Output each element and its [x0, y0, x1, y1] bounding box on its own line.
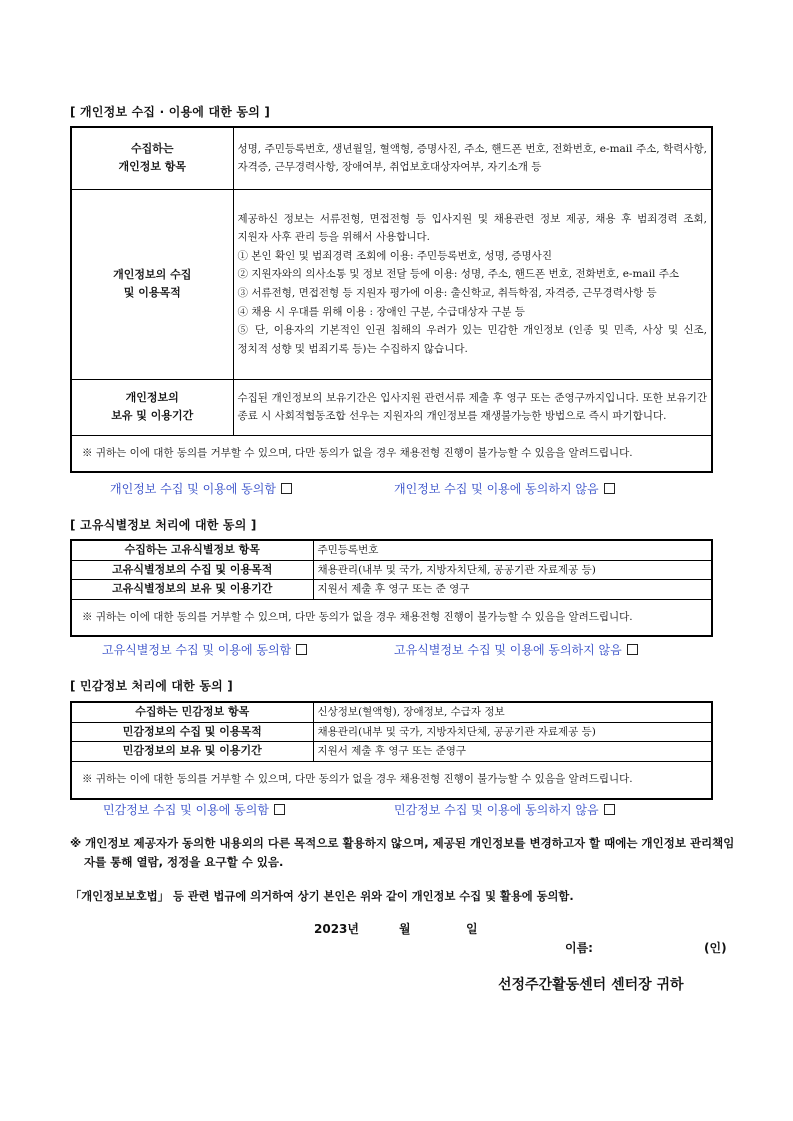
unique-id-purpose-value: 채용관리(내부 및 국가, 지방자치단체, 공공기관 자료제공 등)	[313, 560, 712, 580]
sensitive-items-label: 수집하는 민감정보 항목	[71, 702, 313, 722]
section3-disagree-option[interactable]: 민감정보 수집 및 이용에 동의하지 않음	[394, 801, 615, 818]
purpose-label: 개인정보의 수집 및 이용목적	[71, 189, 233, 379]
disagree-checkbox[interactable]	[604, 804, 615, 815]
section1-agree-option[interactable]: 개인정보 수집 및 이용에 동의함	[110, 480, 292, 497]
section2-disagree-option[interactable]: 고유식별정보 수집 및 이용에 동의하지 않음	[394, 641, 638, 658]
sensitive-retention-value: 지원서 제출 후 영구 또는 준영구	[313, 742, 712, 762]
unique-id-retention-label: 고유식별정보의 보유 및 이용기간	[71, 580, 313, 600]
law-statement: 「개인정보보호법」 등 관련 법규에 의거하여 상기 본인은 위와 같이 개인정보 수집 및 활용에 동의함.	[70, 890, 574, 903]
sensitive-purpose-label: 민감정보의 수집 및 이용목적	[71, 722, 313, 742]
retention-value: 수집된 개인정보의 보유기간은 입사지원 관련서류 제출 후 영구 또는 준영구까지입니다. 또한 보유기간 종료 시 사회적협동조합 선우는 지원자의 개인정보를 재생불가능한 방법으로 즉시 파기합니다.	[233, 379, 712, 435]
name-label: 이름:	[565, 941, 593, 955]
unique-id-items-value: 주민등록번호	[313, 540, 712, 560]
seal-mark: (인)	[704, 941, 727, 955]
agree-checkbox[interactable]	[296, 644, 307, 655]
refusal-note: ※ 귀하는 이에 대한 동의를 거부할 수 있으며, 다만 동의가 없을 경우 채용전형 진행이 불가능할 수 있음을 알려드립니다.	[71, 435, 712, 472]
disagree-checkbox[interactable]	[627, 644, 638, 655]
section3-agree-option[interactable]: 민감정보 수집 및 이용에 동의함	[103, 801, 285, 818]
recipient: 선정주간활동센터 센터장 귀하	[498, 977, 684, 993]
date-year: 2023년	[314, 922, 359, 936]
refusal-note: ※ 귀하는 이에 대한 동의를 거부할 수 있으며, 다만 동의가 없을 경우 채용전형 진행이 불가능할 수 있음을 알려드립니다.	[71, 599, 712, 636]
privacy-notice: ※ 개인정보 제공자가 동의한 내용외의 다른 목적으로 활용하지 않으며, 제공된 개인정보를 변경하고자 할 때에는 개인정보 관리책임자를 통해 열람, 정정을 요구할 수 있음.	[70, 836, 735, 869]
section1-disagree-option[interactable]: 개인정보 수집 및 이용에 동의하지 않음	[394, 480, 615, 497]
refusal-note: ※ 귀하는 이에 대한 동의를 거부할 수 있으며, 다만 동의가 없을 경우 채용전형 진행이 불가능할 수 있음을 알려드립니다.	[71, 761, 712, 799]
sensitive-purpose-value: 채용관리(내부 및 국가, 지방자치단체, 공공기관 자료제공 등)	[313, 722, 712, 742]
unique-id-purpose-label: 고유식별정보의 수집 및 이용목적	[71, 560, 313, 580]
agree-checkbox[interactable]	[281, 483, 292, 494]
purpose-value: 제공하신 정보는 서류전형, 면접전형 등 입사지원 및 채용관련 정보 제공, 채용 후 범죄경력 조회, 지원자 사후 관리 등을 위해서 사용합니다. ① 본인 확인 및 범죄경력 조회에 이용: 주민등록번호, 성명, 증명사진 ② 지원자와의 의사소통 및 정보 전달 등에 이용: 성명, 주소, 핸드폰 번호, 전화번호, e-mail 주소 ③ 서류전형, 면접전형 등 지원자 평가에 이용: 출신학교, 취득학점, 자격증, 근무경력사항 등 ④ 채용 시 우대를 위해 이용 : 장애인 구분, 수급대상자 구분 등 ⑤ 단, 이용자의 기본적인 인권 침해의 우려가 있는 민감한 개인정보 (인종 및 민족, 사상 및 신조, 정치적 성향 및 범죄기록 등)는 수집하지 않습니다.	[233, 189, 712, 379]
unique-id-retention-value: 지원서 제출 후 영구 또는 준 영구	[313, 580, 712, 600]
sensitive-items-value: 신상정보(혈액형), 장애정보, 수급자 정보	[313, 702, 712, 722]
section1-title: [ 개인정보 수집 · 이용에 대한 동의 ]	[70, 105, 271, 119]
section3-title: [ 민감정보 처리에 대한 동의 ]	[70, 679, 233, 693]
agree-checkbox[interactable]	[274, 804, 285, 815]
collected-items-label: 수집하는 개인정보 항목	[71, 127, 233, 189]
section2-agree-option[interactable]: 고유식별정보 수집 및 이용에 동의함	[102, 641, 307, 658]
sensitive-retention-label: 민감정보의 보유 및 이용기간	[71, 742, 313, 762]
unique-id-table	[70, 539, 713, 637]
date-month: 월	[399, 922, 411, 936]
collected-items-value: 성명, 주민등록번호, 생년월일, 혈액형, 증명사진, 주소, 핸드폰 번호, 전화번호, e-mail 주소, 학력사항, 자격증, 근무경력사항, 장애여부, 취업보호대상자여부, 자기소개 등	[233, 127, 712, 189]
disagree-checkbox[interactable]	[604, 483, 615, 494]
sensitive-info-table	[70, 701, 713, 800]
date-day: 일	[466, 922, 478, 936]
unique-id-items-label: 수집하는 고유식별정보 항목	[71, 540, 313, 560]
personal-info-table	[70, 126, 713, 473]
retention-label: 개인정보의 보유 및 이용기간	[71, 379, 233, 435]
section2-title: [ 고유식별정보 처리에 대한 동의 ]	[70, 518, 257, 532]
